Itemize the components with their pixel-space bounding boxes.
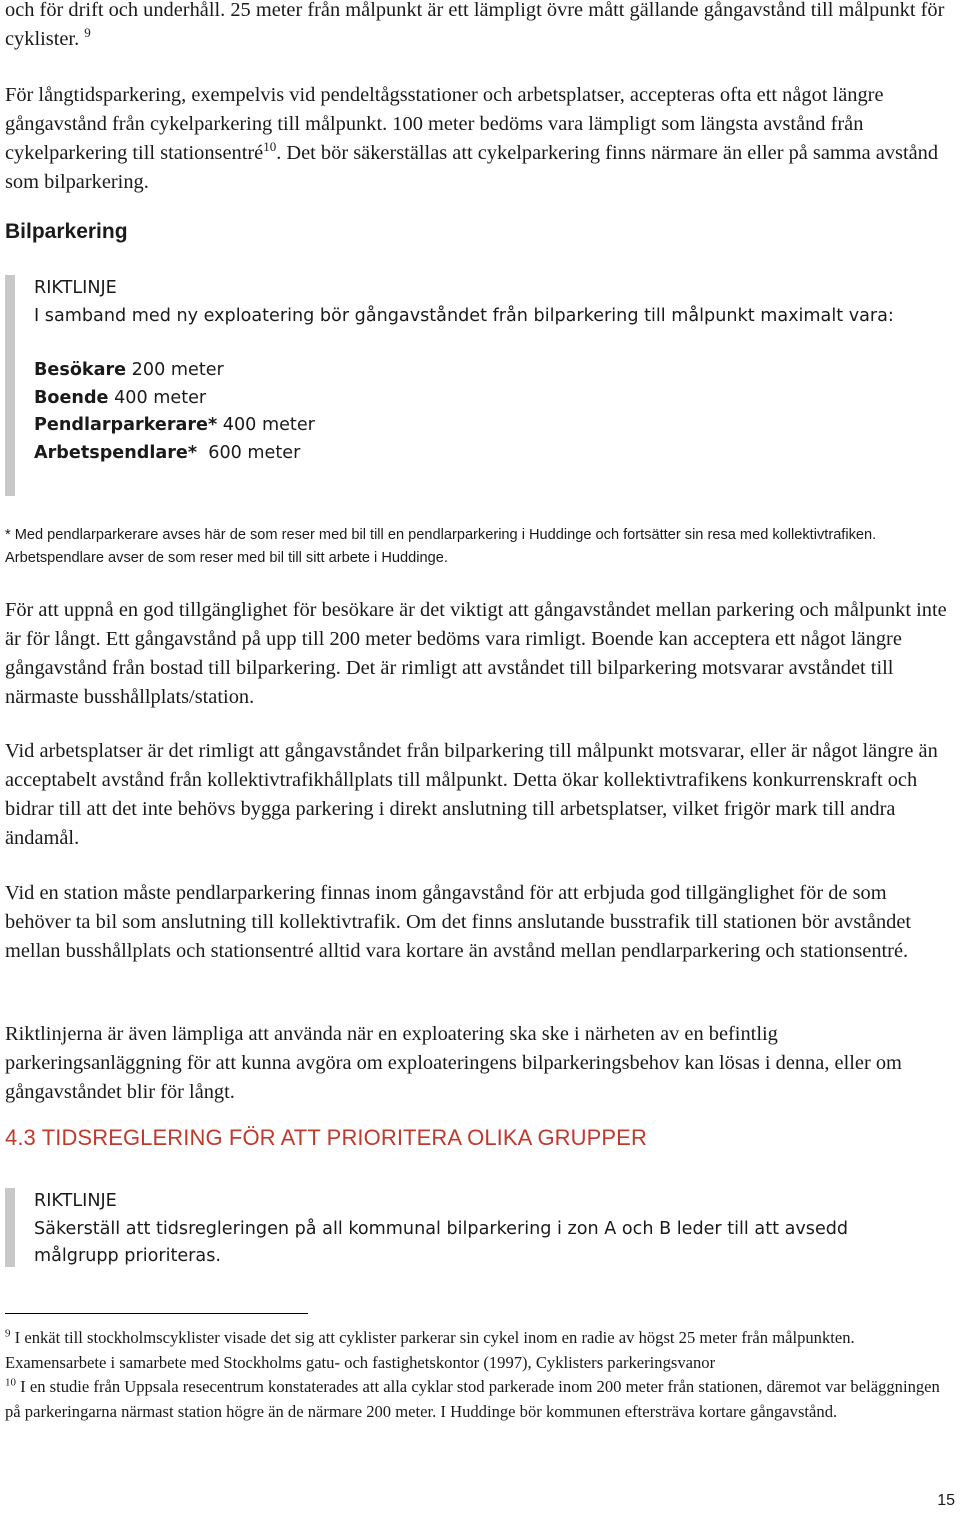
paragraph-1-text: och för drift och underhåll. 25 meter från målpunkt är ett lämpligt övre mått gällande gångavstånd till målpunkt för cyklister. — [5, 0, 945, 50]
distance-term: Arbetspendlare* — [34, 442, 198, 463]
footnote-9 — [5, 1326, 955, 1375]
footnote-number: 10 — [5, 1376, 16, 1389]
guideline-bar — [5, 1188, 15, 1267]
distance-item-arbetspendlare — [34, 440, 934, 468]
guideline-content — [34, 275, 934, 467]
distance-value: 200 meter — [126, 360, 224, 380]
heading-bilparkering: Bilparkering — [5, 220, 128, 243]
distance-item-boende — [34, 385, 934, 413]
footnote-10 — [5, 1375, 955, 1424]
footnote-number: 9 — [5, 1327, 11, 1340]
guideline-box-1 — [5, 275, 955, 500]
asterisk-note: * Med pendlarparkerare avses här de som reser med bil till en pendlarparkering i Huddinge och fortsätter sin resa med kollektivtrafiken. Arbetspendlare avser de som reser med bil till sitt arbete i Huddinge. — [5, 527, 877, 566]
guideline-label: RIKTLINJE — [34, 278, 117, 298]
distance-value: 400 meter — [217, 415, 315, 435]
paragraph-3: För att uppnå en god tillgänglighet för besökare är det viktigt att gångavståndet mellan parkering och målpunkt inte är för långt. Ett gångavstånd på upp till 200 meter bedöms vara rimligt. Boende kan acceptera ett något längre gångavstånd från bostad till bilparkering. Det är rimligt att avståndet till bilparkering motsvarar avståndet till närmaste busshållplats/station. — [5, 599, 947, 708]
distance-term: Besökare — [34, 360, 127, 380]
distance-term: Boende — [34, 387, 109, 408]
section-heading: 4.3 TIDSREGLERING FÖR ATT PRIORITERA OLIKA GRUPPER — [5, 1125, 647, 1150]
guideline-label: RIKTLINJE — [34, 1191, 117, 1211]
distance-item-pendlarparkerare — [34, 412, 934, 440]
distance-value: 400 meter — [108, 387, 207, 408]
footnote-ref-10[interactable]: 10 — [263, 139, 277, 155]
paragraph-4: Vid arbetsplatser är det rimligt att gångavståndet från bilparkering till målpunkt motsvarar, eller är något längre än acceptabelt avstånd från kollektivtrafikhållplats till målpunkt. Detta ökar kollektivtrafikens konkurrenskraft och bidrar till att det inte behövs bygga parkering i direkt anslutning till arbetsplatser, vilket frigör mark till andra ändamål. — [5, 740, 938, 849]
guideline-bar — [5, 275, 15, 496]
footnotes — [5, 1326, 955, 1424]
page-number: 15 — [937, 1492, 955, 1509]
footnote-text: I enkät till stockholmscyklister visade det sig att cyklister parkerar sin cykel inom en radie av högst 25 meter från målpunkten. Examensarbete i samarbete med Stockholms gatu- och fastighetskontor (1997), Cyklisters parkeringsvanor — [5, 1328, 855, 1372]
footnote-ref-9[interactable]: 9 — [84, 25, 91, 41]
paragraph-5: Vid en station måste pendlarparkering finnas inom gångavstånd för att erbjuda god tillgänglighet för de som behöver ta bil som anslutning till kollektivtrafik. Om det finns anslutande busstrafik till stationen bör avståndet mellan busshållplats och stationsentré alltid vara kortare än avstånd mellan pendlarparkering och stationsentré. — [5, 882, 912, 962]
guideline-box-2 — [5, 1188, 955, 1270]
footnote-separator — [5, 1313, 308, 1314]
distance-value: 600 meter — [197, 442, 301, 463]
paragraph-2-text: För långtidsparkering, exempelvis vid pendeltågsstationer och arbetsplatser, accepteras ofta ett något längre gångavstånd från cykelparkering till målpunkt. 100 meter bedöms vara lämpligt som längsta avstånd från cykelparkering till stationsentré — [5, 84, 884, 164]
paragraph-2 — [5, 81, 955, 197]
guideline-text: Säkerställ att tidsregleringen på all kommunal bilparkering i zon A och B leder till att avsedd målgrupp prioriteras. — [34, 1218, 849, 1266]
guideline-content — [34, 1188, 934, 1271]
distance-term: Pendlarparkerare* — [34, 415, 218, 435]
distance-item-besokare — [34, 357, 934, 385]
paragraph-2-tail: . Det bör säkerställas att cykelparkering finns närmare än eller på samma avstånd som bilparkering. — [5, 142, 939, 193]
guideline-text: I samband med ny exploatering bör gångavståndet från bilparkering till målpunkt maximalt vara: — [34, 305, 894, 326]
paragraph-6: Riktlinjerna är även lämpliga att använda när en exploatering ska ske i närheten av en befintlig parkeringsanläggning för att kunna avgöra om exploateringens bilparkeringsbehov kan lösas i denna, eller om gångavståndet blir för långt. — [5, 1023, 902, 1103]
distance-list — [34, 357, 934, 467]
footnote-text: I en studie från Uppsala resecentrum konstaterades att alla cyklar stod parkerade inom 200 meter från stationen, däremot var beläggningen på parkeringarna närmast station högre än de närmare 200 meter. I Huddinge bör kommunen eftersträva kortare gångavstånd. — [5, 1377, 940, 1421]
paragraph-1 — [5, 0, 955, 54]
